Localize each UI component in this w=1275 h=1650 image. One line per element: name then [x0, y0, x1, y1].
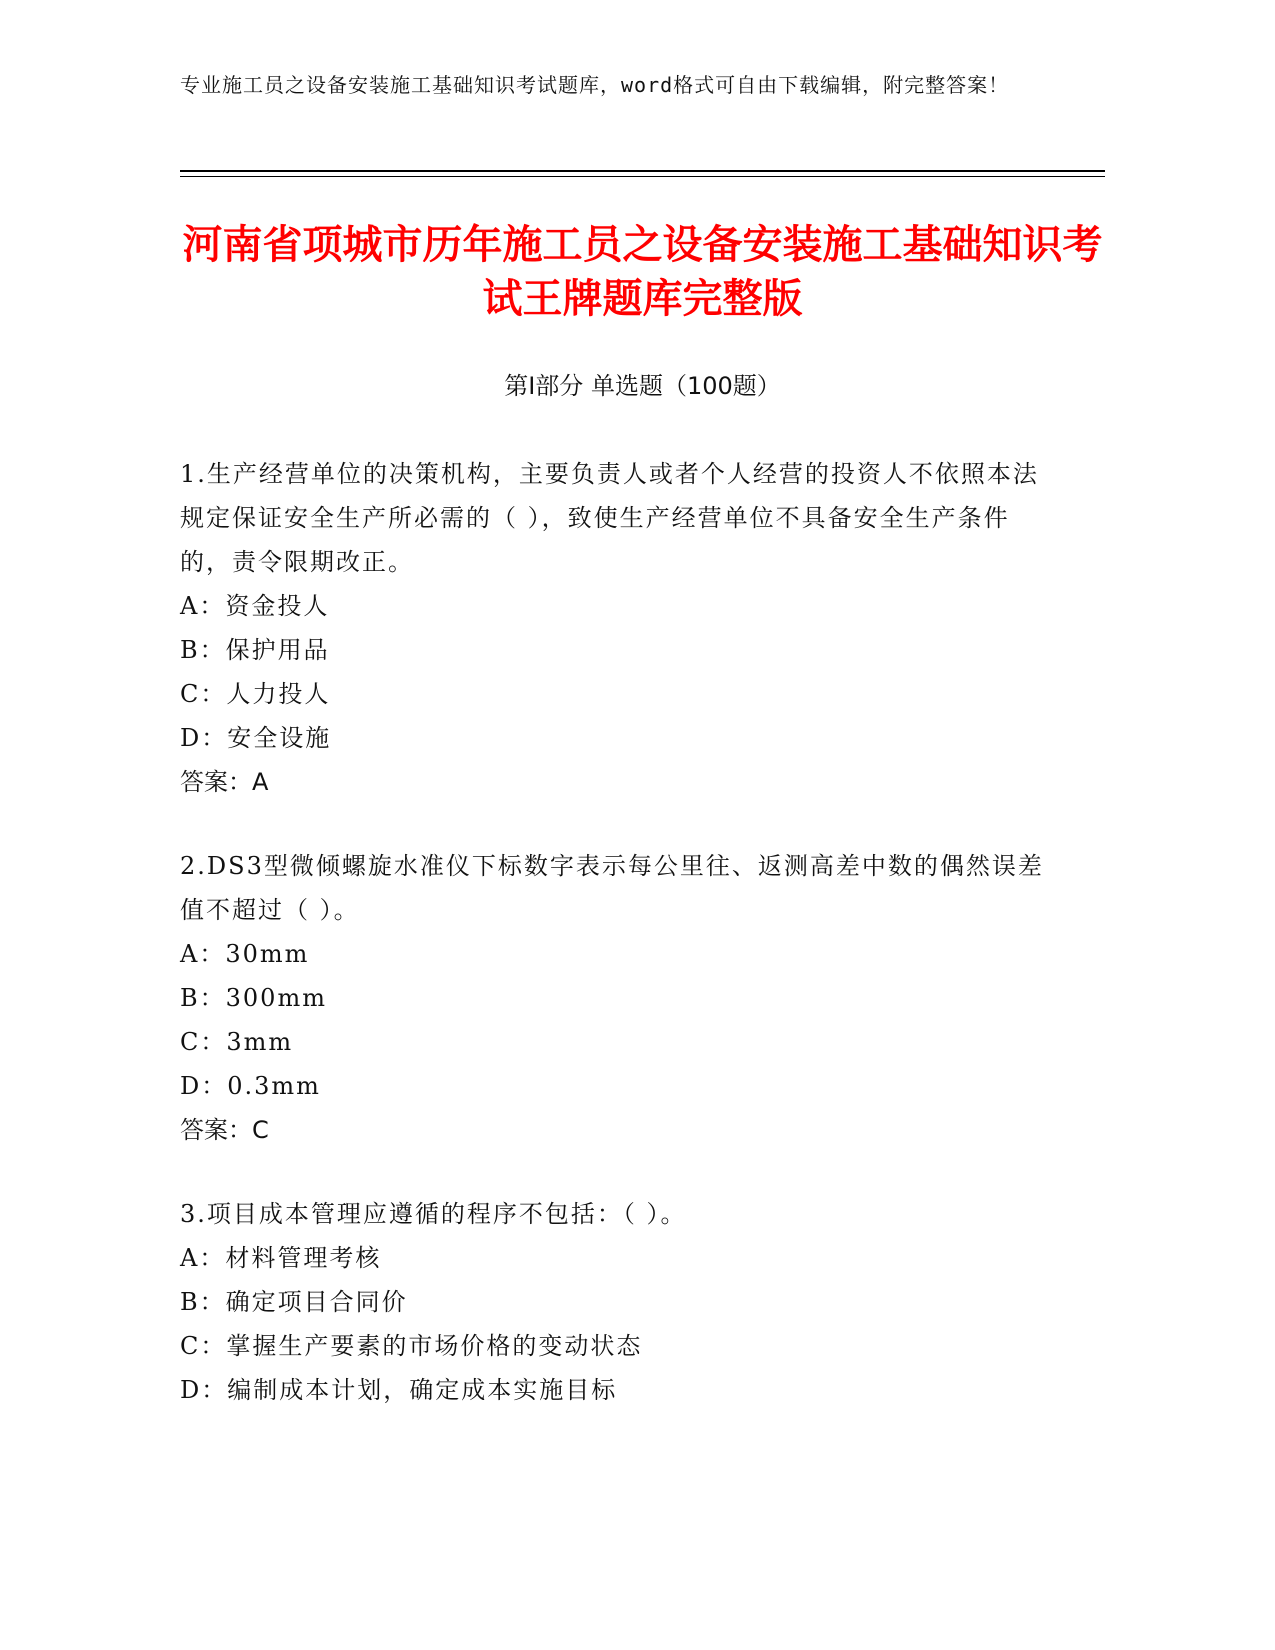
question-3 [180, 1192, 1050, 1412]
option-b: B：确定项目合同价 [180, 1288, 408, 1316]
header-rule-thin [180, 176, 1105, 177]
question-stem: 2.DS3型微倾螺旋水准仪下标数字表示每公里往、返测高差中数的偶然误差值不超过（ ）。 [180, 852, 1044, 924]
option-d: D：安全设施 [180, 724, 332, 752]
option-c: C：掌握生产要素的市场价格的变动状态 [180, 1332, 643, 1360]
option-c: C：人力投人 [180, 680, 331, 708]
option-a: A：材料管理考核 [180, 1244, 382, 1272]
question-2 [180, 844, 1050, 1152]
answer-line: 答案：C [180, 1116, 269, 1144]
question-1 [180, 452, 1050, 804]
option-b: B：300mm [180, 984, 327, 1012]
question-stem: 3.项目成本管理应遵循的程序不包括：（ ）。 [180, 1200, 687, 1228]
section-heading: 第Ⅰ部分 单选题（100题） [504, 372, 781, 400]
option-a: A：资金投人 [180, 592, 330, 620]
option-b: B：保护用品 [180, 636, 330, 664]
header-rule-thick [180, 170, 1105, 172]
option-d: D：0.3mm [180, 1072, 321, 1100]
question-list [180, 452, 1050, 1452]
header-note: 专业施工员之设备安装施工基础知识考试题库，word格式可自由下载编辑，附完整答案！ [180, 73, 1010, 97]
question-stem: 1.生产经营单位的决策机构，主要负责人或者个人经营的投资人不依照本法规定保证安全生产所必需的（ ），致使生产经营单位不具备安全生产条件的，责令限期改正。 [180, 460, 1039, 576]
answer-line: 答案：A [180, 768, 269, 796]
option-c: C：3mm [180, 1028, 294, 1056]
option-a: A：30mm [180, 940, 310, 968]
document-title: 河南省项城市历年施工员之设备安装施工基础知识考试王牌题库完整版 [182, 222, 1103, 322]
option-d: D：编制成本计划，确定成本实施目标 [180, 1376, 618, 1404]
